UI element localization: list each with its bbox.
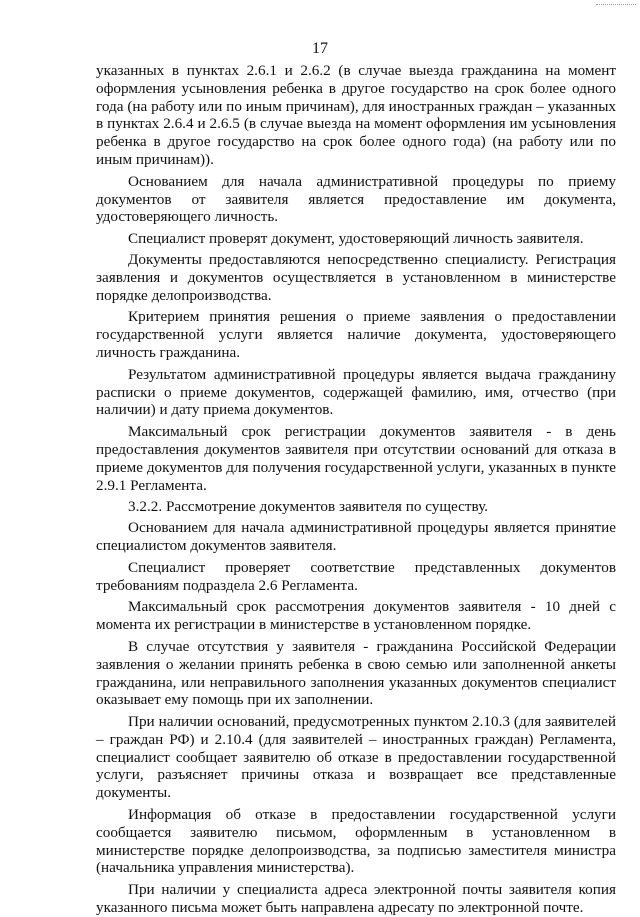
section-heading-3-2-2: 3.2.2. Рассмотрение документов заявителя по существу.	[128, 498, 489, 516]
paragraph-review-basis: Основанием для начала административной процедуры является принятие специалистом документов заявителя.	[96, 519, 616, 554]
paragraph-basis-for-acceptance: Основанием для начала административной процедуры по приему документов от заявителя является предоставление им документа, удостоверяющего личность.	[96, 172, 616, 226]
paragraph-continuation: указанных в пунктах 2.6.1 и 2.6.2 (в случае выезда гражданина на момент оформления усыновления ребенка в другое государство на срок более одного года (на работу или по иным причинам), для иностранных граждан – указанных в пунктах 2.6.4 и 2.6.5 (в случае выезда на момент оформления им усыновления ребенка в другое государство на срок более одного года) (на работу или по иным причинам)).	[96, 62, 616, 168]
paragraph-procedure-result: Результатом административной процедуры является выдача гражданину расписки о приеме документов, содержащей фамилию, имя, отчество (при наличии) и дату приема документов.	[96, 365, 616, 419]
paragraph-refusal-grounds: При наличии оснований, предусмотренных пунктом 2.10.3 (для заявителей – граждан РФ) и 2.10.4 (для заявителей – иностранных граждан) Регламента, специалист сообщает заявителю об отказе в предоставлении государственной услуги, разъясняет причины отказа и возвращает все представленные документы.	[96, 713, 616, 802]
page-number: 17	[312, 40, 328, 57]
paragraph-submission: Документы предоставляются непосредственно специалисту. Регистрация заявления и документов осуществляется в установленном в министерстве порядке делопроизводства.	[96, 250, 616, 304]
paragraph-review-deadline: Максимальный срок рассмотрения документов заявителя - 10 дней с момента их регистрации в министерстве в установленном порядке.	[96, 598, 616, 634]
paragraph-compliance-check: Специалист проверяет соответствие представленных документов требованиям подраздела 2.6 Регламента.	[96, 558, 616, 594]
corner-mark	[596, 4, 636, 10]
paragraph-decision-criterion: Критерием принятия решения о приеме заявления о предоставлении государственной услуги является наличие документа, удостоверяющего личность гражданина.	[96, 308, 616, 361]
paragraph-registration-deadline: Максимальный срок регистрации документов заявителя - в день предоставления документов заявителя при отсутствии оснований для отказа в приеме документов для получения государственной услуги, указанных в пункте 2.9.1 Регламента.	[96, 423, 616, 494]
paragraph-identity-check: Специалист проверят документ, удостоверяющий личность заявителя.	[128, 230, 584, 248]
paragraph-refusal-notice: Информация об отказе в предоставлении государственной услуги сообщается заявителю письмом, оформленным в установленном в министерстве порядке делопроизводства, за подписью заместителя министра (начальника управления министерства).	[96, 806, 616, 877]
document-body	[96, 62, 616, 917]
paragraph-email-copy: При наличии у специалиста адреса электронной почты заявителя копия указанного письма может быть направлена адресату по электронной почте.	[96, 881, 616, 917]
paragraph-assistance: В случае отсутствия у заявителя - гражданина Российской Федерации заявления о желании принять ребенка в свою семью или заполненной анкеты гражданина, или неправильного заполнения указанных документов специалист оказывает ему помощь при их заполнении.	[96, 637, 616, 709]
